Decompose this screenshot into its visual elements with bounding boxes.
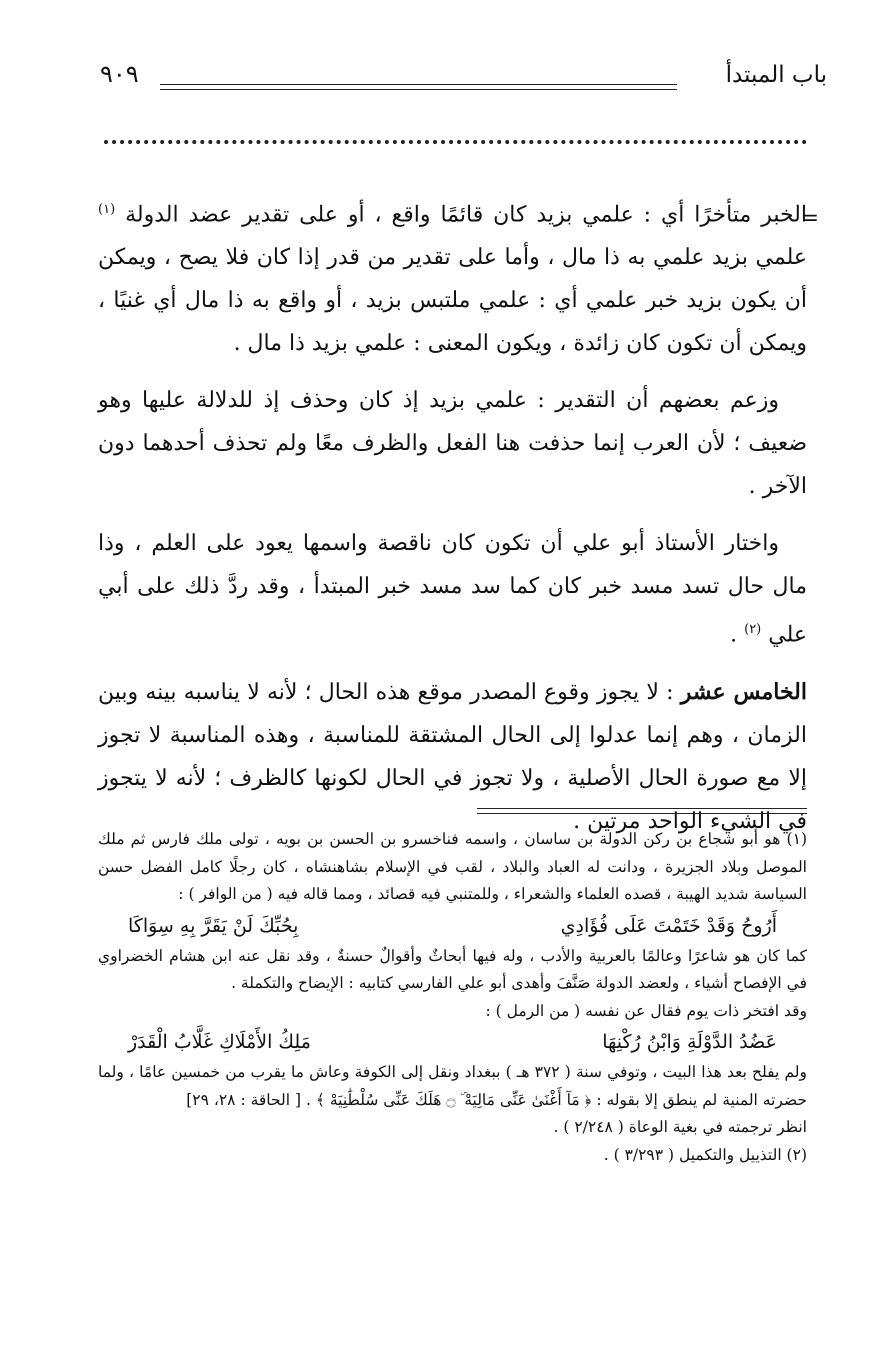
section-label: الخامس عشر — [680, 678, 807, 705]
paragraph-text: : لا يجوز وقوع المصدر موقع هذه الحال ؛ لأنه لا يناسبه بينه وبين الزمان ، وهم إنما عدلوا إلى الحال المشتقة للمناسبة ، وهذه المناسبة لا تجوز إلا مع صورة الحال الأصلية ، ولا تجوز في الحال لكونها كالظرف ؛ لأنه لا يتجوز في الشيء الواحد مرتين . — [98, 679, 807, 834]
paragraph-3 — [98, 522, 807, 656]
page-number: ٩٠٩ — [100, 60, 139, 88]
footnote-ref-1: (١) — [98, 202, 116, 217]
paragraph-1 — [98, 188, 807, 365]
footnote-1-text: ولم يفلح بعد هذا البيت ، وتوفي سنة ( ٣٧٢ هـ ) ببغداد ونقل إلى الكوفة وعاش ما يقرب من خمسين عامًا ، ولما حضرته المنية لم ينطق إلا بقوله : ﴿ مَآ أَغْنَىٰ عَنِّى مَالِيَهْ ۜ ۝ هَلَكَ عَنِّى سُلْطَٰنِيَهْ ﴾ . [ الحاقة : ٢٨، ٢٩] — [98, 1063, 807, 1109]
verse-hemistich-right: عَضُدُ الدَّوْلَةِ وَابْنُ رُكْنِهَا — [602, 1031, 777, 1053]
paragraph-4 — [98, 671, 807, 843]
footnote-rule — [477, 808, 807, 809]
verse-hemistich-left: بِحُبِّكَ لَنْ يَقَرَّ بِهِ سِوَاكَا — [128, 914, 299, 937]
verse-2 — [98, 1025, 807, 1059]
footnote-rule — [477, 813, 807, 814]
verse-1 — [98, 909, 807, 943]
verse-hemistich-left: مَلِكُ الأَمْلَاكِ غَلَّابُ الْقَدَرْ — [128, 1031, 311, 1053]
footnotes — [98, 826, 807, 1169]
verse-hemistich-right: أَرُوحُ وَقَدْ خَتَمْتَ عَلَى فُؤَادِي — [560, 914, 777, 937]
paragraph-text: علمي بزيد علمي به ذا مال ، وأما على تقدير من قدر إذا كان فلا يصح ، ويمكن أن يكون بزيد خبر علمي أي : علمي ملتبس بزيد ، أو واقع به ذا مال أي غنيًا ، ويمكن أن تكون كان زائدة ، ويكون المعنى : علمي بزيد ذا مال . — [98, 245, 807, 357]
footnote-2: (٢) التذييل والتكميل ( ٣/٢٩٣ ) . — [603, 1145, 807, 1164]
paragraph-text: الخبر متأخرًا أي : علمي بزيد كان قائمًا واقع ، أو على تقدير عضد الدولة — [115, 202, 807, 228]
main-text — [98, 188, 807, 857]
footnote-1-text: انظر ترجمته في بغية الوعاة ( ٢/٢٤٨ ) . — [553, 1118, 807, 1136]
footnote-ref-2: (٢) — [744, 622, 762, 638]
footnote-1-text: كما كان هو شاعرًا وعالمًا بالعربية والأدب ، وله فيها أبحاثٌ وأقوالٌ حسنةٌ ، وقد نقل عنه ابن هشام الخضراوي في الإفصاح أشياء ، ولعضد الدولة صَنَّفَ وأهدى أبو علي الفارسي كتابيه : الإيضاح والتكملة . — [98, 946, 807, 992]
paragraph-text: . — [730, 622, 745, 648]
paragraph-text: واختار الأستاذ أبو علي أن تكون كان ناقصة واسمها يعود على العلم ، وذا مال حال تسد مسد خبر كان كما سد مسد خبر المبتدأ ، وقد ردَّ ذلك على أبي علي — [98, 531, 807, 648]
footnote-1-text: وقد افتخر ذات يوم فقال عن نفسه ( من الرمل ) : — [485, 1001, 807, 1020]
header-rule — [160, 89, 677, 90]
dotted-separator — [104, 140, 807, 144]
paragraph-2: وزعم بعضهم أن التقدير : علمي بزيد إذ كان وحذف إذ للدلالة عليها وهو ضعيف ؛ لأن العرب إنما حذفت هنا الفعل والظرف معًا ولم تحذف أحدهما دون الآخر . — [98, 388, 807, 500]
continuation-mark: = — [800, 206, 819, 231]
header-rule — [160, 84, 677, 85]
footnote-1: (١) هو أبو شجاع بن ركن الدولة بن ساسان ، واسمه فناخسرو بن الحسن بن بويه ، تولى ملك فارس ثم ملك الموصل وبلاد الجزيرة ، ودانت له العباد والبلاد ، لقب في الإسلام بشاهنشاه ، كان رجلًا كامل الفضل حسن السياسة شديد الهيبة ، قصده العلماء والشعراء ، وللمتنبي فيه قصائد ، ومما قاله فيه ( من الوافر ) : — [98, 830, 807, 903]
header-title: باب المبتدأ — [725, 62, 827, 88]
